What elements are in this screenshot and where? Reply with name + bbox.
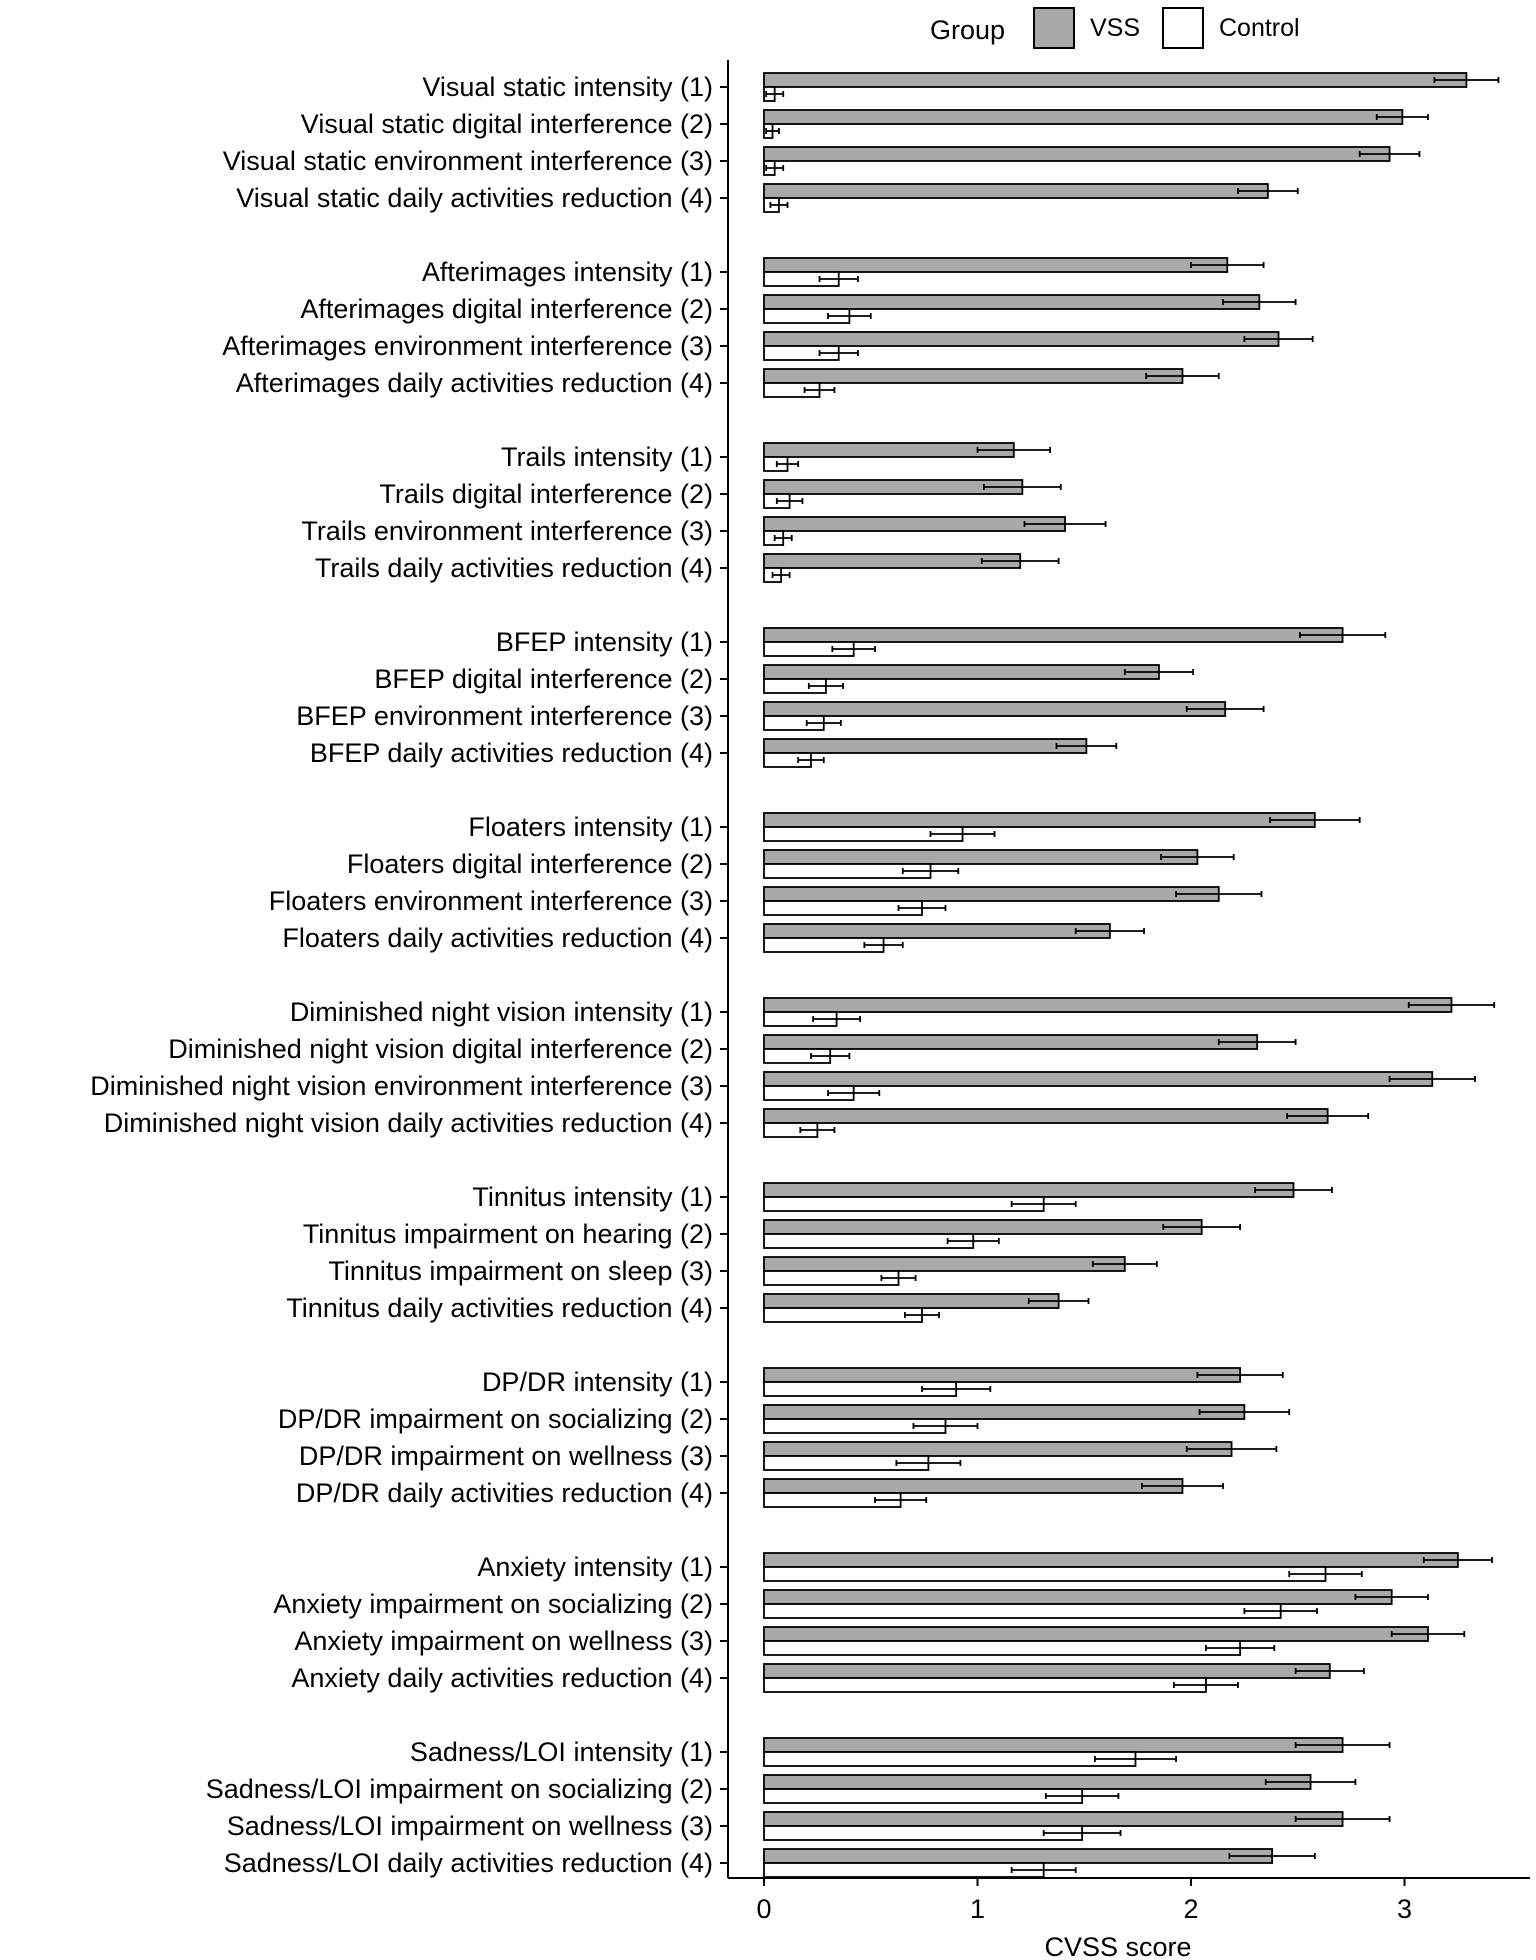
bar-vss-12 bbox=[764, 628, 1343, 642]
category-label-20: Diminished night vision intensity (1) bbox=[289, 997, 713, 1027]
category-row bbox=[764, 1368, 1283, 1396]
category-label-19: Floaters daily activities reduction (4) bbox=[282, 923, 713, 953]
category-row bbox=[764, 1812, 1390, 1840]
category-row bbox=[764, 1627, 1464, 1655]
bar-vss-33 bbox=[764, 1590, 1392, 1604]
bar-vss-1 bbox=[764, 110, 1402, 124]
category-label-39: Sadness/LOI daily activities reduction (4) bbox=[223, 1848, 713, 1878]
category-label-5: Afterimages digital interference (2) bbox=[300, 294, 713, 324]
bar-vss-28 bbox=[764, 1368, 1240, 1382]
category-row bbox=[764, 1257, 1157, 1285]
category-row bbox=[764, 1775, 1355, 1803]
category-row bbox=[764, 924, 1144, 952]
bar-control-39 bbox=[764, 1863, 1044, 1877]
category-row bbox=[764, 1035, 1296, 1063]
bar-vss-7 bbox=[764, 369, 1182, 383]
category-row bbox=[764, 1553, 1492, 1581]
category-label-22: Diminished night vision environment interference (3) bbox=[90, 1071, 713, 1101]
category-row bbox=[764, 887, 1261, 915]
x-tick-label-1: 1 bbox=[969, 1894, 986, 1924]
bar-vss-26 bbox=[764, 1257, 1125, 1271]
category-row bbox=[764, 1220, 1240, 1248]
bar-vss-4 bbox=[764, 258, 1227, 272]
x-axis-title: CVSS score bbox=[1044, 1932, 1192, 1960]
bar-vss-23 bbox=[764, 1109, 1328, 1123]
bar-vss-35 bbox=[764, 1664, 1330, 1678]
category-label-4: Afterimages intensity (1) bbox=[421, 257, 713, 287]
bar-vss-29 bbox=[764, 1405, 1244, 1419]
bar-control-34 bbox=[764, 1641, 1240, 1655]
bar-vss-20 bbox=[764, 998, 1451, 1012]
category-label-1: Visual static digital interference (2) bbox=[300, 109, 713, 139]
category-label-11: Trails daily activities reduction (4) bbox=[314, 553, 713, 583]
category-row bbox=[764, 1183, 1332, 1211]
category-label-14: BFEP environment interference (3) bbox=[296, 701, 713, 731]
category-label-28: DP/DR intensity (1) bbox=[481, 1367, 713, 1397]
category-label-33: Anxiety impairment on socializing (2) bbox=[273, 1589, 713, 1619]
bar-vss-15 bbox=[764, 739, 1086, 753]
category-row bbox=[764, 665, 1193, 693]
category-row bbox=[764, 258, 1264, 286]
category-label-36: Sadness/LOI intensity (1) bbox=[409, 1737, 713, 1767]
category-label-0: Visual static intensity (1) bbox=[422, 72, 713, 102]
category-label-12: BFEP intensity (1) bbox=[495, 627, 713, 657]
bar-vss-31 bbox=[764, 1479, 1182, 1493]
category-label-18: Floaters environment interference (3) bbox=[268, 886, 713, 916]
category-row bbox=[764, 369, 1219, 397]
category-row bbox=[764, 998, 1494, 1026]
category-labels bbox=[90, 72, 713, 1878]
bar-vss-27 bbox=[764, 1294, 1059, 1308]
bar-vss-39 bbox=[764, 1849, 1272, 1863]
category-label-38: Sadness/LOI impairment on wellness (3) bbox=[226, 1811, 713, 1841]
category-label-15: BFEP daily activities reduction (4) bbox=[309, 738, 713, 768]
bar-vss-24 bbox=[764, 1183, 1293, 1197]
category-row bbox=[764, 1849, 1315, 1877]
category-label-37: Sadness/LOI impairment on socializing (2) bbox=[205, 1774, 713, 1804]
category-label-2: Visual static environment interference (3) bbox=[222, 146, 713, 176]
bar-vss-36 bbox=[764, 1738, 1343, 1752]
category-label-35: Anxiety daily activities reduction (4) bbox=[291, 1663, 713, 1693]
category-label-26: Tinnitus impairment on sleep (3) bbox=[328, 1256, 713, 1286]
category-label-27: Tinnitus daily activities reduction (4) bbox=[286, 1293, 713, 1323]
category-label-32: Anxiety intensity (1) bbox=[477, 1552, 713, 1582]
bar-vss-14 bbox=[764, 702, 1225, 716]
bar-vss-10 bbox=[764, 517, 1065, 531]
category-label-24: Tinnitus intensity (1) bbox=[472, 1182, 713, 1212]
category-label-6: Afterimages environment interference (3) bbox=[222, 331, 713, 361]
category-label-9: Trails digital interference (2) bbox=[379, 479, 713, 509]
category-label-30: DP/DR impairment on wellness (3) bbox=[298, 1441, 713, 1471]
category-row bbox=[764, 1109, 1368, 1137]
category-label-31: DP/DR daily activities reduction (4) bbox=[295, 1478, 713, 1508]
legend-swatch-control bbox=[1163, 8, 1203, 48]
bar-vss-6 bbox=[764, 332, 1279, 346]
category-label-13: BFEP digital interference (2) bbox=[374, 664, 713, 694]
bar-control-38 bbox=[764, 1826, 1082, 1840]
bar-vss-38 bbox=[764, 1812, 1343, 1826]
x-tick-label-0: 0 bbox=[756, 1894, 772, 1924]
bar-vss-2 bbox=[764, 147, 1390, 161]
category-label-23: Diminished night vision daily activities reduction (4) bbox=[103, 1108, 713, 1138]
legend-label-vss: VSS bbox=[1090, 14, 1141, 42]
category-label-17: Floaters digital interference (2) bbox=[346, 849, 713, 879]
bars-layer bbox=[764, 73, 1498, 1877]
bar-control-37 bbox=[764, 1789, 1082, 1803]
x-tick-label-3: 3 bbox=[1396, 1894, 1413, 1924]
bar-vss-34 bbox=[764, 1627, 1428, 1641]
category-row bbox=[764, 443, 1050, 471]
category-label-8: Trails intensity (1) bbox=[500, 442, 713, 472]
bar-vss-30 bbox=[764, 1442, 1232, 1456]
bar-control-33 bbox=[764, 1604, 1281, 1618]
category-label-16: Floaters intensity (1) bbox=[468, 812, 713, 842]
bar-vss-32 bbox=[764, 1553, 1458, 1567]
bar-vss-18 bbox=[764, 887, 1219, 901]
category-row bbox=[764, 73, 1498, 101]
category-row bbox=[764, 295, 1296, 323]
category-row bbox=[764, 850, 1234, 878]
category-label-34: Anxiety impairment on wellness (3) bbox=[294, 1626, 713, 1656]
legend-title: Group bbox=[930, 15, 1006, 45]
legend bbox=[930, 8, 1300, 48]
category-row bbox=[764, 1405, 1289, 1433]
bar-vss-5 bbox=[764, 295, 1259, 309]
category-row bbox=[764, 739, 1116, 767]
bar-vss-37 bbox=[764, 1775, 1311, 1789]
category-row bbox=[764, 813, 1360, 841]
bar-control-27 bbox=[764, 1308, 922, 1322]
bar-vss-25 bbox=[764, 1220, 1202, 1234]
bar-control-32 bbox=[764, 1567, 1326, 1581]
category-label-25: Tinnitus impairment on hearing (2) bbox=[302, 1219, 713, 1249]
bar-control-25 bbox=[764, 1234, 973, 1248]
category-row bbox=[764, 1738, 1390, 1766]
category-row bbox=[764, 1442, 1276, 1470]
bar-control-35 bbox=[764, 1678, 1206, 1692]
x-tick-label-2: 2 bbox=[1183, 1894, 1199, 1924]
bar-vss-19 bbox=[764, 924, 1110, 938]
category-row bbox=[764, 554, 1059, 582]
category-row bbox=[764, 517, 1106, 545]
category-row bbox=[764, 1664, 1364, 1692]
category-label-10: Trails environment interference (3) bbox=[301, 516, 713, 546]
category-row bbox=[764, 332, 1313, 360]
legend-label-control: Control bbox=[1219, 14, 1300, 42]
category-label-3: Visual static daily activities reduction (4) bbox=[236, 183, 713, 213]
category-row bbox=[764, 184, 1298, 212]
category-row bbox=[764, 480, 1061, 508]
category-label-7: Afterimages daily activities reduction (4) bbox=[235, 368, 713, 398]
bar-vss-3 bbox=[764, 184, 1268, 198]
bar-vss-21 bbox=[764, 1035, 1257, 1049]
category-row bbox=[764, 1479, 1223, 1507]
category-row bbox=[764, 702, 1264, 730]
bar-control-24 bbox=[764, 1197, 1044, 1211]
bar-vss-13 bbox=[764, 665, 1159, 679]
bar-vss-17 bbox=[764, 850, 1197, 864]
category-row bbox=[764, 628, 1385, 656]
category-label-29: DP/DR impairment on socializing (2) bbox=[277, 1404, 713, 1434]
category-row bbox=[764, 147, 1419, 175]
category-label-21: Diminished night vision digital interference (2) bbox=[168, 1034, 713, 1064]
category-row bbox=[764, 110, 1428, 138]
legend-swatch-vss bbox=[1034, 8, 1074, 48]
category-row bbox=[764, 1072, 1475, 1100]
bar-vss-16 bbox=[764, 813, 1315, 827]
bar-vss-22 bbox=[764, 1072, 1432, 1086]
bar-vss-0 bbox=[764, 73, 1466, 87]
bar-control-36 bbox=[764, 1752, 1135, 1766]
bar-control-26 bbox=[764, 1271, 899, 1285]
bar-vss-8 bbox=[764, 443, 1014, 457]
category-row bbox=[764, 1294, 1089, 1322]
category-row bbox=[764, 1590, 1428, 1618]
